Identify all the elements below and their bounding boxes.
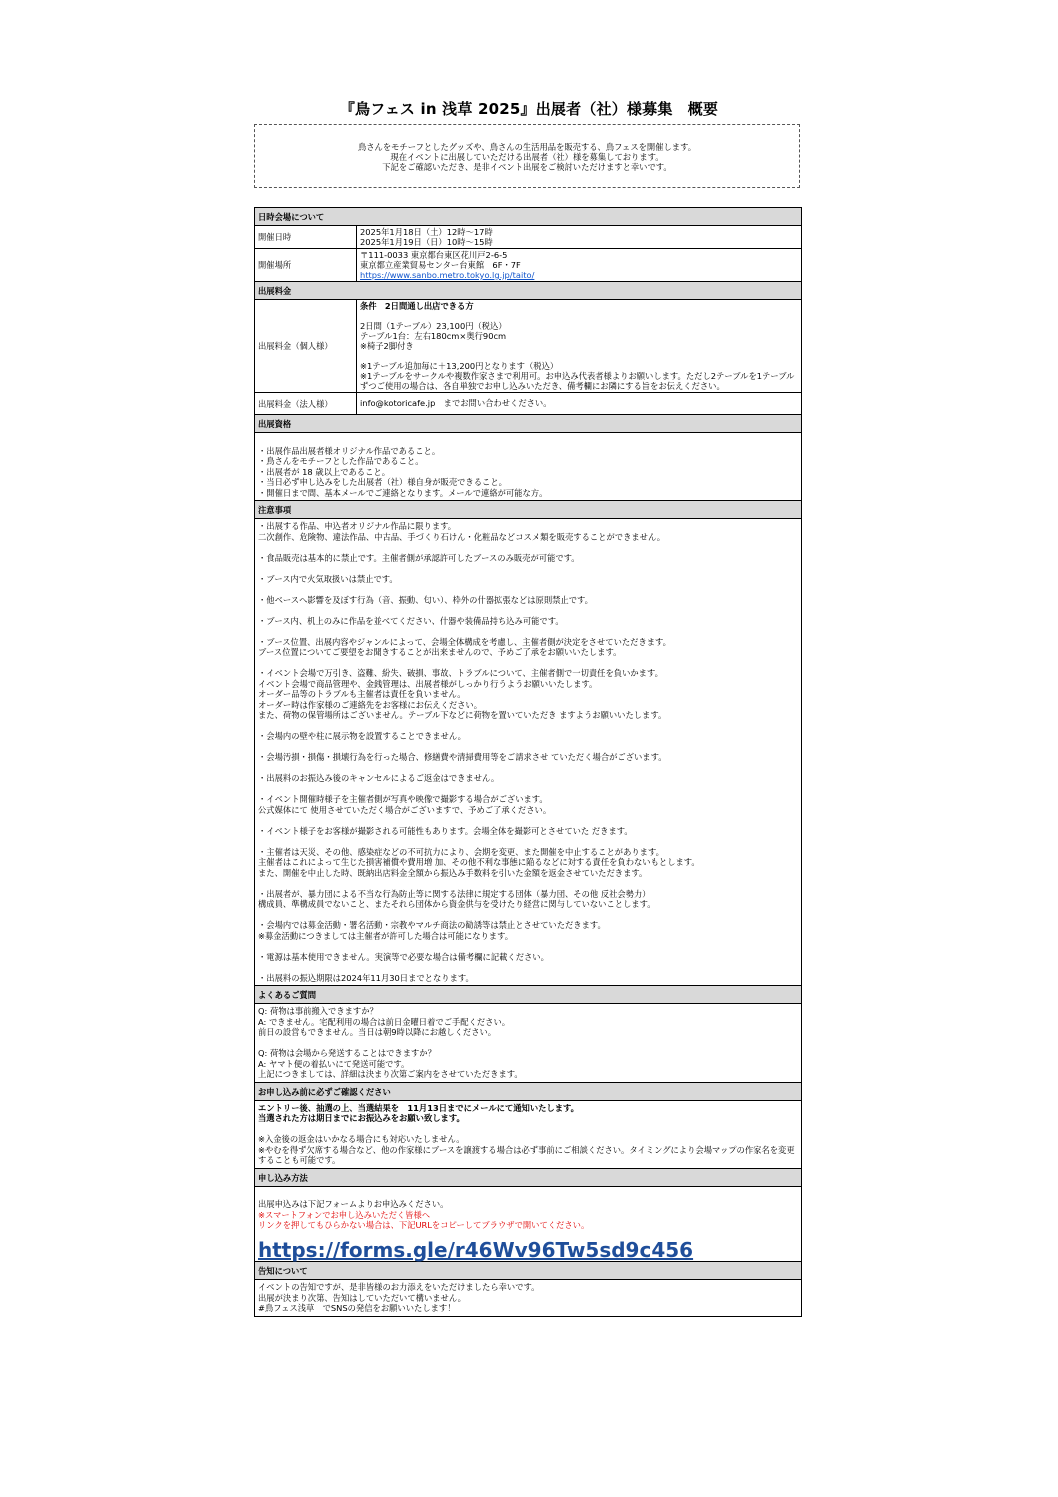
note-line: ・電源は基本使用できません。実演等で必要な場合は備考欄に記載ください。 <box>258 951 549 962</box>
note-line <box>258 721 798 732</box>
venue-line: 〒111-0033 東京都台東区花川戸2-6-5 <box>360 250 508 260</box>
qualification-line: ・当日必ず申し込みをした出展者（社）様自身が販売できること。 <box>258 477 507 487</box>
note-line: また、開催を中止した時、既納出店料金全額から振込み手数料を引いた金額を返金させていただきます。 <box>258 867 648 878</box>
individual-fee-line <box>360 351 798 361</box>
qualifications-body <box>255 433 801 501</box>
note-line <box>258 542 798 553</box>
note-line <box>258 815 798 826</box>
note-line: オーダー時は作家様のご連絡先をお客様にお伝えください。 <box>258 699 483 710</box>
note-line: ・ブース位置、出展内容やジャンルによって、会場全体構成を考慮し、主催者側が決定をさせていただきます。 <box>258 636 671 647</box>
intro-line: 下記をご確認いただき、是非イベント出展をご検討いただけますと幸いです。 <box>382 162 672 172</box>
note-line <box>258 563 798 574</box>
note-line <box>258 605 798 616</box>
apply-heading: 申し込み方法 <box>255 1169 801 1187</box>
individual-fee-line: テーブル1台：左右180cm×奥行90cm <box>360 331 507 341</box>
venue-row <box>255 249 801 282</box>
note-line: イベント会場で商品管理や、金銭管理は、出展者様がしっかり行うようお願いいたします。 <box>258 678 598 689</box>
individual-fee-value <box>357 300 801 392</box>
faq-line: Q: 荷物は会場から発送することはできますか？ <box>258 1048 436 1058</box>
note-line: ・ブース内で火気取扱いは禁止です。 <box>258 573 398 584</box>
announce-line: 出展が決まり次第、告知はしていただいて構いません。 <box>258 1292 466 1303</box>
note-line: ・出展料の振込期限は2024年11月30日までとなります。 <box>258 972 474 983</box>
individual-fee-label: 出展料金（個人様） <box>255 300 357 392</box>
before-apply-bold-line: エントリー後、抽選の上、当選結果を 11月13日までにメールにて通知いたします。 <box>258 1102 579 1113</box>
note-line <box>258 763 798 774</box>
faq-heading: よくあるご質問 <box>255 986 801 1004</box>
note-line <box>258 941 798 952</box>
note-line: 公式媒体にて 使用させていただく場合がございますで、予めご了承ください。 <box>258 804 552 815</box>
date-line: 2025年1月18日（土）12時～17時 <box>360 227 493 237</box>
before-apply-bold-line: 当選された方は期日までにお振込みをお願い致します。 <box>258 1113 465 1123</box>
note-line: オーダー品等のトラブルも主催者は責任を負いません。 <box>258 689 466 699</box>
faq-line: Q: 荷物は事前搬入できますか？ <box>258 1006 378 1016</box>
note-line <box>258 962 798 973</box>
notes-heading: 注意事項 <box>255 501 801 519</box>
faq-line <box>258 1038 798 1049</box>
venue-value <box>357 249 801 281</box>
qualification-line <box>258 435 798 446</box>
venue-label: 開催場所 <box>255 249 357 281</box>
qualification-line: ・出展作品出展者様オリジナル作品であること。 <box>258 445 441 456</box>
note-line: ブース位置についてご要望をお聞きすることが出来ませんので、予めご了承をお願いいたします。 <box>258 647 622 657</box>
before-apply-body <box>255 1101 801 1169</box>
apply-body <box>255 1187 801 1263</box>
note-line <box>258 742 798 753</box>
faq-line: 上記につきましては、詳細は決まり次第ご案内をさせていただきます。 <box>258 1069 523 1079</box>
schedule-heading: 日時会場について <box>255 208 801 226</box>
faq-line: A: ヤマト便の着払いにて発送可能です。 <box>258 1058 410 1069</box>
announce-body <box>255 1280 801 1316</box>
corporate-fee-value <box>357 393 801 414</box>
note-line <box>258 584 798 595</box>
notes-body <box>255 519 801 986</box>
qualification-line: ・出展者が 18 歳以上であること。 <box>258 466 390 477</box>
qualifications-heading: 出展資格 <box>255 415 801 433</box>
note-line: 構成員、準構成員でないこと、またそれら団体から資金供与を受けたり経営に関与していないことします。 <box>258 899 656 909</box>
note-line: また、荷物の保管場所はございません。テーブル下などに荷物を置いていただき ますようお願いいたします。 <box>258 710 667 720</box>
note-line: ・ブース内、机上のみに作品を並べてください、什器や装備品持ち込み可能です。 <box>258 615 564 626</box>
note-line: ・主催者は天災、その他、感染症などの不可抗力により、会期を変更、また開催を中止することがあります。 <box>258 846 664 857</box>
date-row <box>255 226 801 249</box>
intro-line: 鳥さんをモチーフとしたグッズや、鳥さんの生活用品を販売する、鳥フェスを開催します。 <box>357 142 697 152</box>
note-line <box>258 878 798 889</box>
venue-line: 東京都立産業貿易センター台東館 6F・7F <box>360 260 521 270</box>
individual-fee-line: ※1テーブルをサークルや複数作家さまで利用可。お申込み代表者様よりお願いします。ただし2テーブルを1テーブルずつご使用の場合は、各自単独でお申し込みいただき、備考欄にお隣にする旨をお伝えください。 <box>360 371 795 391</box>
corporate-contact: info@kotoricafe.jp までお問い合わせください。 <box>360 398 552 408</box>
before-apply-line: ※入金後の返金はいかなる場合にも対応いたしません。 <box>258 1134 465 1144</box>
faq-line: 前日の設営もできません。当日は朝9時以降にお越しください。 <box>258 1027 497 1037</box>
before-apply-line: ※やむを得ず欠席する場合など、他の作家様にブースを譲渡する場合は必ず事前にご相談ください。タイミングにより会場マップの作家名を変更することも可能です。 <box>258 1144 795 1165</box>
individual-fee-row <box>255 300 801 393</box>
individual-fee-line <box>360 311 798 321</box>
announce-heading: 告知について <box>255 1262 801 1280</box>
faq-body <box>255 1004 801 1083</box>
before-apply-heading: お申し込み前に必ずご確認ください <box>255 1083 801 1101</box>
note-line: 二次創作、危険物、違法作品、中古品、手づくり石けん・化粧品などコスメ類を販売することができません。 <box>258 531 666 542</box>
note-line: ・会場内の壁や柱に展示物を設置することできません。 <box>258 731 466 741</box>
note-line: ・出展する作品、申込者オリジナル作品に限ります。 <box>258 521 457 531</box>
date-line: 2025年1月19日（日）10時～15時 <box>360 237 493 247</box>
note-line: ・イベント様子をお客様が撮影される可能性もあります。会場全体を撮影可とさせていた だきます。 <box>258 825 633 836</box>
note-line: ・食品販売は基本的に禁止です。主催者側が承認許可したブースのみ販売が可能です。 <box>258 552 580 563</box>
intro-line: 現在イベントに出展していただける出展者（社）様を募集しております。 <box>390 152 664 162</box>
application-form-link[interactable]: https://forms.gle/r46Wv96Tw5sd9c456 <box>258 1237 694 1262</box>
note-line: 主催者はこれによって生じた損害補償や費用増 加、その他不利な事態に陥るなどに対する責任を負わないもとします。 <box>258 857 700 867</box>
apply-instruction: 出展申込みは下記フォームよりお申込みください。 <box>258 1199 449 1209</box>
qualification-line: ・開催日まで間、基本メールでご連絡となります。メールで連絡が可能な方。 <box>258 487 548 498</box>
apply-warning-line: ※スマートフォンでお申し込みいただく皆様へ <box>258 1209 431 1220</box>
note-line: ・会場汚損・損傷・損壊行為を行った場合、修繕費や清掃費用等をご請求させ ていただく場合がございます。 <box>258 752 667 762</box>
individual-fee-line: ※椅子2脚付き <box>360 341 414 351</box>
intro-box <box>254 124 800 188</box>
qualification-line: ・鳥さんをモチーフとした作品であること。 <box>258 456 424 466</box>
before-apply-line <box>258 1124 798 1135</box>
note-line <box>258 658 798 669</box>
announce-line: #鳥フェス浅草 でSNSの発信をお願いいたします！ <box>258 1303 456 1313</box>
apply-warning-line: リンクを押してもひらかない場合は、下記URLをコピーしてブラウザで開いてください。 <box>258 1220 590 1230</box>
individual-fee-line: 2日間（1テーブル）23,100円（税込） <box>360 321 507 331</box>
venue-link[interactable]: https://www.sanbo.metro.tokyo.lg.jp/taito/ <box>360 270 535 280</box>
note-line: ・出展者が、暴力団による不当な行為防止等に関する法律に規定する団体（暴力団、その他 反社会勢力） <box>258 888 651 899</box>
page-title: 『鳥フェス in 浅草 2025』出展者（社）様募集 概要 <box>339 100 719 118</box>
note-line: ※募金活動につきましては主催者が許可した場合は可能になります。 <box>258 930 514 941</box>
date-value <box>357 226 801 248</box>
announce-line: イベントの告知ですが、是非皆様のお力添えをいただけましたら幸いです。 <box>258 1282 540 1292</box>
corporate-fee-label: 出展料金（法人様） <box>255 393 357 414</box>
note-line <box>258 836 798 847</box>
note-line: ・出展料のお振込み後のキャンセルによるご返金はできません。 <box>258 773 500 783</box>
note-line <box>258 626 798 637</box>
note-line: ・会場内では募金活動・署名活動・宗教やマルチ商法の勧誘等は禁止とさせていただきます。 <box>258 920 606 930</box>
note-line <box>258 910 798 921</box>
info-table <box>254 207 802 1317</box>
individual-condition: 条件 2日間通し出店できる方 <box>360 301 474 311</box>
note-line: ・他ベースへ影響を及ぼす行為（音、振動、匂い）、枠外の什器拡張などは原則禁止です。 <box>258 594 593 605</box>
note-line: ・イベント会場で万引き、盗難、紛失、破損、事故、トラブルについて、主催者側で一切責任を負いかます。 <box>258 668 663 678</box>
note-line: ・イベント開催時様子を主催者側が写真や映像で撮影する場合がございます。 <box>258 794 548 804</box>
individual-fee-line: ※1テーブル追加毎に＋13,200円となります（税込） <box>360 361 559 371</box>
date-label: 開催日時 <box>255 226 357 248</box>
note-line <box>258 784 798 795</box>
corporate-fee-row <box>255 393 801 415</box>
faq-line: A: できません。宅配利用の場合は前日金曜日着でご手配ください。 <box>258 1016 511 1027</box>
fees-heading: 出展料金 <box>255 282 801 300</box>
